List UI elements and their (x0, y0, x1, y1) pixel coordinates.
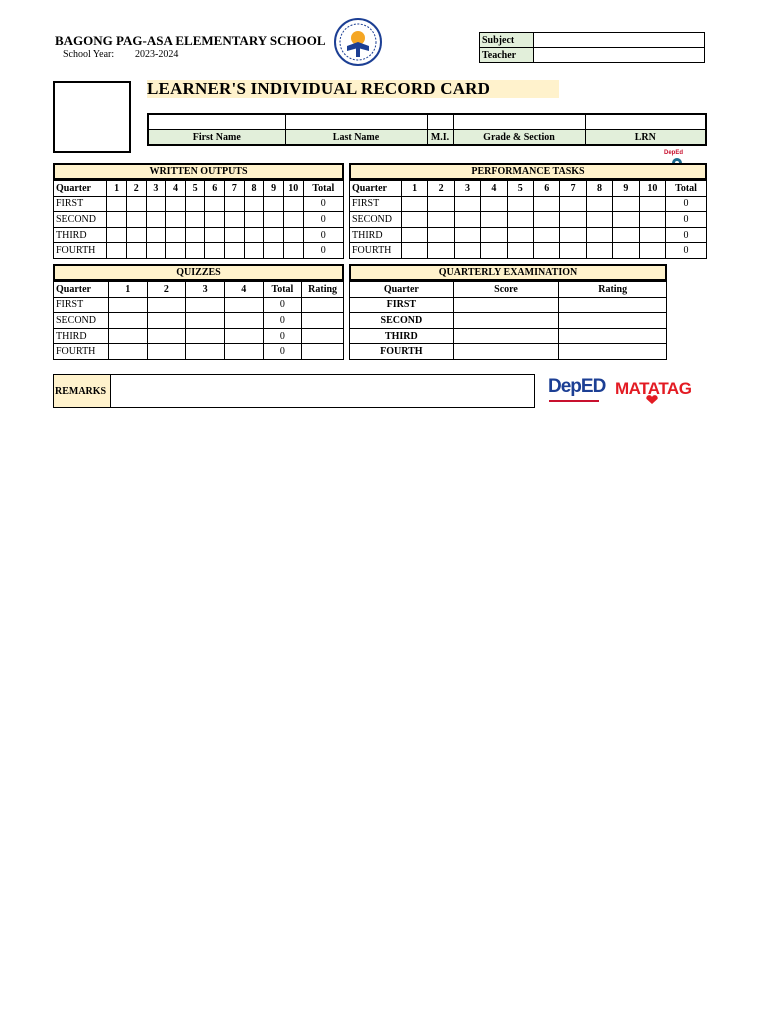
grade-section-field[interactable] (453, 114, 585, 130)
score-cell[interactable] (481, 196, 507, 212)
score-cell[interactable] (481, 243, 507, 259)
score-cell[interactable] (146, 243, 166, 259)
wo-quarter: FIRST (54, 196, 107, 212)
score-cell[interactable] (146, 212, 166, 228)
pt-total: 0 (666, 227, 707, 243)
wo-header-10: 10 (283, 181, 303, 197)
table-row (54, 227, 344, 243)
qe-header-score: Score (453, 282, 559, 298)
qz-header-rating: Rating (302, 282, 344, 298)
score-cell[interactable] (613, 212, 639, 228)
table-row (54, 344, 344, 360)
wo-header-2: 2 (126, 181, 146, 197)
score-cell[interactable] (613, 243, 639, 259)
score-cell[interactable] (186, 328, 225, 344)
rating-cell[interactable] (302, 344, 344, 360)
score-cell[interactable] (639, 227, 665, 243)
wo-total: 0 (303, 212, 343, 228)
score-cell[interactable] (454, 212, 480, 228)
wo-header-3: 3 (146, 181, 166, 197)
score-cell[interactable] (586, 227, 612, 243)
student-info-table (147, 113, 707, 146)
first-name-header: First Name (148, 130, 285, 146)
score-cell[interactable] (224, 344, 263, 360)
wo-quarter: FOURTH (54, 243, 107, 259)
wo-header-4: 4 (166, 181, 186, 197)
pt-header-9: 9 (613, 181, 639, 197)
wo-total: 0 (303, 227, 343, 243)
score-cell[interactable] (225, 196, 245, 212)
photo-box (53, 81, 131, 153)
score-cell[interactable] (205, 243, 225, 259)
score-cell[interactable] (560, 227, 586, 243)
performance-tasks-table (349, 180, 707, 259)
score-cell[interactable] (586, 196, 612, 212)
score-cell[interactable] (225, 227, 245, 243)
table-row (54, 328, 344, 344)
qz-header-3: 3 (186, 282, 225, 298)
score-cell[interactable] (186, 297, 225, 313)
written-outputs-section (53, 163, 344, 259)
first-name-field[interactable] (148, 114, 285, 130)
heart-icon (645, 395, 659, 405)
table-row (350, 196, 707, 212)
qz-total: 0 (263, 297, 302, 313)
score-cell[interactable] (205, 212, 225, 228)
written-outputs-table (53, 180, 344, 259)
performance-tasks-title: PERFORMANCE TASKS (349, 163, 707, 180)
score-cell[interactable] (185, 196, 205, 212)
pt-header-quarter: Quarter (350, 181, 402, 197)
subject-label: Subject (480, 33, 534, 48)
score-cell[interactable] (166, 227, 186, 243)
wo-quarter: THIRD (54, 227, 107, 243)
table-row (350, 227, 707, 243)
score-cell[interactable] (166, 196, 186, 212)
wo-header-5: 5 (185, 181, 205, 197)
wo-header-quarter: Quarter (54, 181, 107, 197)
score-cell[interactable] (533, 212, 559, 228)
qz-header-4: 4 (224, 282, 263, 298)
teacher-field[interactable] (534, 48, 705, 63)
quarterly-exam-title: QUARTERLY EXAMINATION (349, 264, 667, 281)
rating-cell[interactable] (559, 313, 667, 329)
quizzes-section (53, 264, 344, 360)
pt-header-6: 6 (533, 181, 559, 197)
score-cell[interactable] (147, 313, 186, 329)
score-cell[interactable] (166, 243, 186, 259)
score-cell[interactable] (613, 196, 639, 212)
score-cell[interactable] (224, 328, 263, 344)
rating-cell[interactable] (302, 297, 344, 313)
score-cell[interactable] (264, 212, 284, 228)
score-cell[interactable] (185, 227, 205, 243)
school-year-value: 2023-2024 (135, 49, 179, 60)
qz-quarter: FOURTH (54, 344, 109, 360)
quarterly-exam-section (349, 264, 667, 360)
score-cell[interactable] (454, 196, 480, 212)
score-cell[interactable] (454, 227, 480, 243)
score-cell[interactable] (283, 212, 303, 228)
score-cell[interactable] (507, 196, 533, 212)
table-row (54, 243, 344, 259)
score-cell[interactable] (224, 297, 263, 313)
qz-header-1: 1 (108, 282, 147, 298)
table-row (350, 243, 707, 259)
pt-quarter: SECOND (350, 212, 402, 228)
score-cell[interactable] (401, 227, 427, 243)
score-cell[interactable] (283, 227, 303, 243)
score-cell[interactable] (401, 243, 427, 259)
rating-cell[interactable] (302, 328, 344, 344)
score-cell[interactable] (205, 196, 225, 212)
score-cell[interactable] (205, 227, 225, 243)
footer-logos (548, 374, 693, 408)
qz-total: 0 (263, 328, 302, 344)
deped-mini-text: DepEd (664, 150, 684, 156)
score-cell[interactable] (126, 243, 146, 259)
wo-total: 0 (303, 196, 343, 212)
score-cell[interactable] (453, 313, 559, 329)
qz-quarter: SECOND (54, 313, 109, 329)
table-row (350, 328, 667, 344)
school-year-label: School Year: (63, 49, 115, 60)
score-cell[interactable] (108, 328, 147, 344)
rating-cell[interactable] (302, 313, 344, 329)
qe-quarter: FOURTH (350, 344, 454, 360)
quarterly-exam-table (349, 281, 667, 360)
score-cell[interactable] (560, 212, 586, 228)
score-cell[interactable] (244, 196, 264, 212)
score-cell[interactable] (186, 313, 225, 329)
score-cell[interactable] (146, 196, 166, 212)
school-seal-logo (334, 18, 382, 66)
table-row (350, 212, 707, 228)
wo-header-8: 8 (244, 181, 264, 197)
score-cell[interactable] (453, 297, 559, 313)
mi-field[interactable] (427, 114, 453, 130)
matatag-logo: MATATAG (615, 379, 692, 398)
score-cell[interactable] (283, 196, 303, 212)
score-cell[interactable] (428, 196, 454, 212)
table-row (54, 212, 344, 228)
score-cell[interactable] (586, 243, 612, 259)
qz-total: 0 (263, 313, 302, 329)
grade-section-header: Grade & Section (453, 130, 585, 146)
score-cell[interactable] (264, 227, 284, 243)
remarks-field[interactable] (111, 375, 534, 407)
wo-total: 0 (303, 243, 343, 259)
pt-total: 0 (666, 212, 707, 228)
wo-header-6: 6 (205, 181, 225, 197)
table-row (350, 297, 667, 313)
pt-header-total: Total (666, 181, 707, 197)
remarks-label: REMARKS (54, 375, 111, 407)
score-cell[interactable] (586, 212, 612, 228)
table-row (54, 297, 344, 313)
pt-header-2: 2 (428, 181, 454, 197)
table-row (54, 313, 344, 329)
table-row (350, 344, 667, 360)
score-cell[interactable] (533, 227, 559, 243)
score-cell[interactable] (126, 227, 146, 243)
score-cell[interactable] (428, 243, 454, 259)
score-cell[interactable] (185, 212, 205, 228)
pt-header-1: 1 (401, 181, 427, 197)
qz-total: 0 (263, 344, 302, 360)
score-cell[interactable] (147, 297, 186, 313)
score-cell[interactable] (225, 243, 245, 259)
score-cell[interactable] (454, 243, 480, 259)
score-cell[interactable] (507, 212, 533, 228)
written-outputs-title: WRITTEN OUTPUTS (53, 163, 344, 180)
quizzes-table (53, 281, 344, 360)
table-row (350, 313, 667, 329)
subject-field[interactable] (534, 33, 705, 48)
pt-header-7: 7 (560, 181, 586, 197)
score-cell[interactable] (107, 212, 127, 228)
score-cell[interactable] (126, 196, 146, 212)
qe-quarter: SECOND (350, 313, 454, 329)
qz-header-total: Total (263, 282, 302, 298)
qe-quarter: THIRD (350, 328, 454, 344)
qz-quarter: FIRST (54, 297, 109, 313)
qz-header-2: 2 (147, 282, 186, 298)
score-cell[interactable] (507, 227, 533, 243)
score-cell[interactable] (507, 243, 533, 259)
school-name: BAGONG PAG-ASA ELEMENTARY SCHOOL (55, 33, 326, 48)
score-cell[interactable] (283, 243, 303, 259)
score-cell[interactable] (613, 227, 639, 243)
score-cell[interactable] (185, 243, 205, 259)
score-cell[interactable] (107, 196, 127, 212)
lrn-header: LRN (585, 130, 706, 146)
score-cell[interactable] (107, 227, 127, 243)
score-cell[interactable] (560, 196, 586, 212)
score-cell[interactable] (108, 297, 147, 313)
page-title: LEARNER'S INDIVIDUAL RECORD CARD (147, 80, 559, 98)
score-cell[interactable] (401, 212, 427, 228)
teacher-label: Teacher (480, 48, 534, 63)
quizzes-title: QUIZZES (53, 264, 344, 281)
table-row (54, 196, 344, 212)
score-cell[interactable] (639, 243, 665, 259)
score-cell[interactable] (401, 196, 427, 212)
score-cell[interactable] (126, 212, 146, 228)
score-cell[interactable] (453, 328, 559, 344)
pt-header-5: 5 (507, 181, 533, 197)
score-cell[interactable] (560, 243, 586, 259)
score-cell[interactable] (481, 212, 507, 228)
score-cell[interactable] (108, 344, 147, 360)
score-cell[interactable] (186, 344, 225, 360)
score-cell[interactable] (244, 227, 264, 243)
score-cell[interactable] (166, 212, 186, 228)
score-cell[interactable] (481, 227, 507, 243)
score-cell[interactable] (146, 227, 166, 243)
qe-header-rating: Rating (559, 282, 667, 298)
score-cell[interactable] (147, 344, 186, 360)
score-cell[interactable] (264, 243, 284, 259)
qz-quarter: THIRD (54, 328, 109, 344)
score-cell[interactable] (225, 212, 245, 228)
deped-logo-underline (549, 400, 599, 402)
score-cell[interactable] (224, 313, 263, 329)
score-cell[interactable] (533, 196, 559, 212)
last-name-header: Last Name (285, 130, 427, 146)
wo-header-7: 7 (225, 181, 245, 197)
pt-header-3: 3 (454, 181, 480, 197)
pt-quarter: THIRD (350, 227, 402, 243)
remarks-box (53, 374, 535, 408)
pt-quarter: FIRST (350, 196, 402, 212)
score-cell[interactable] (108, 313, 147, 329)
mi-header: M.I. (427, 130, 453, 146)
score-cell[interactable] (639, 196, 665, 212)
pt-quarter: FOURTH (350, 243, 402, 259)
wo-quarter: SECOND (54, 212, 107, 228)
rating-cell[interactable] (559, 328, 667, 344)
wo-header-total: Total (303, 181, 343, 197)
pt-total: 0 (666, 243, 707, 259)
score-cell[interactable] (244, 212, 264, 228)
score-cell[interactable] (453, 344, 559, 360)
score-cell[interactable] (639, 212, 665, 228)
rating-cell[interactable] (559, 297, 667, 313)
qe-quarter: FIRST (350, 297, 454, 313)
deped-logo: DepED (548, 376, 606, 397)
pt-header-10: 10 (639, 181, 665, 197)
score-cell[interactable] (533, 243, 559, 259)
wo-header-1: 1 (107, 181, 127, 197)
score-cell[interactable] (428, 227, 454, 243)
pt-header-8: 8 (586, 181, 612, 197)
score-cell[interactable] (107, 243, 127, 259)
last-name-field[interactable] (285, 114, 427, 130)
qz-header-quarter: Quarter (54, 282, 109, 298)
pt-total: 0 (666, 196, 707, 212)
subject-teacher-box (479, 32, 705, 63)
qe-header-quarter: Quarter (350, 282, 454, 298)
score-cell[interactable] (264, 196, 284, 212)
lrn-field[interactable] (585, 114, 706, 130)
wo-header-9: 9 (264, 181, 284, 197)
score-cell[interactable] (428, 212, 454, 228)
score-cell[interactable] (244, 243, 264, 259)
score-cell[interactable] (147, 328, 186, 344)
performance-tasks-section (349, 163, 707, 259)
rating-cell[interactable] (559, 344, 667, 360)
pt-header-4: 4 (481, 181, 507, 197)
